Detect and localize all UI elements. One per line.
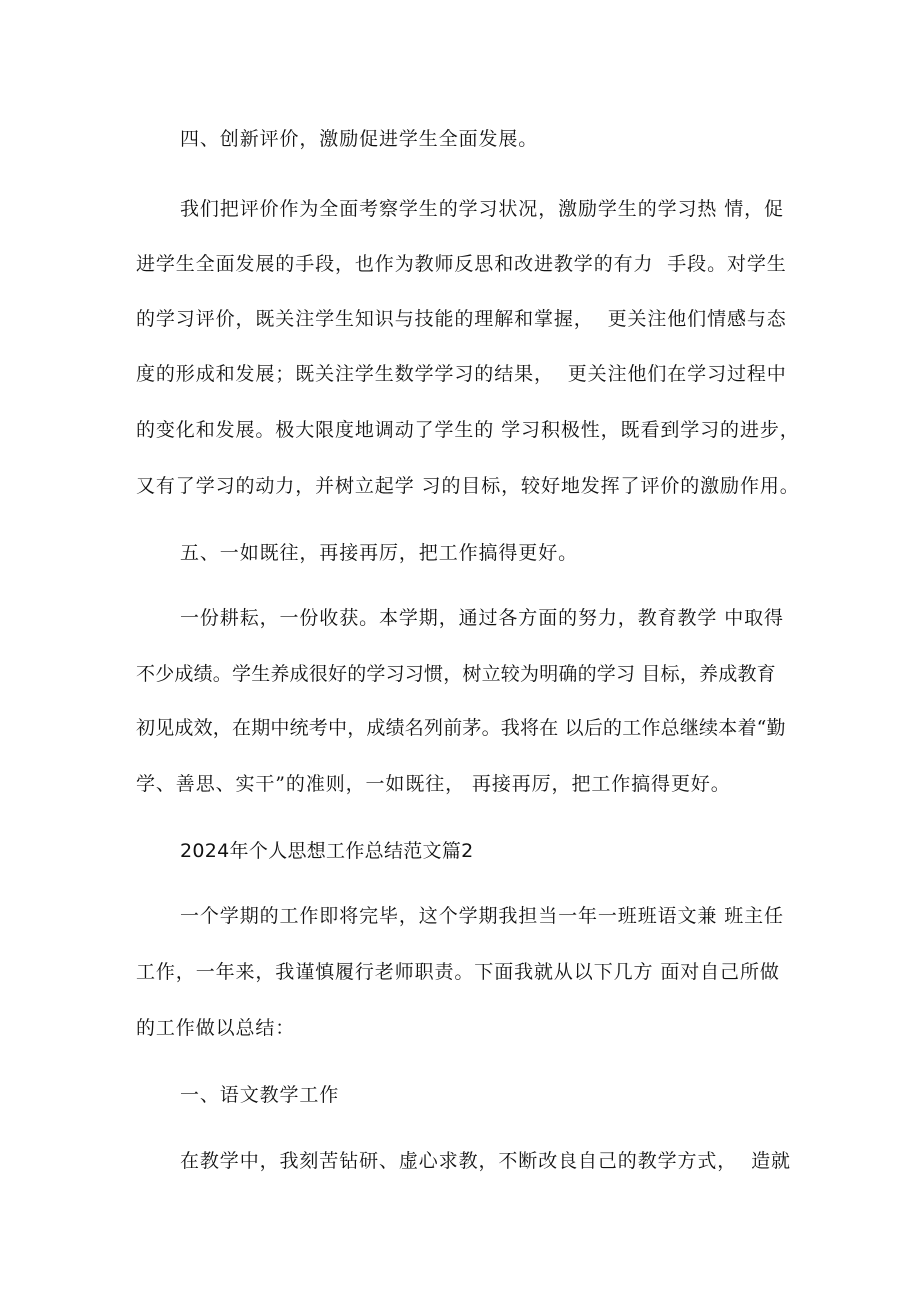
paragraph-line: 的工作做以总结： [136, 1017, 296, 1039]
paragraph-line: 初见成效，在期中统考中，成绩名列前茅。我将在 以后的工作总继续本着“勤 [136, 717, 786, 739]
paragraph-line: 一个学期的工作即将完毕，这个学期我担当一年一班班语文兼 班主任 [180, 905, 784, 927]
paragraph-line: 的学习评价，既关注学生知识与技能的理解和掌握， 更关注他们情感与态 [136, 308, 787, 330]
paragraph-line: 在教学中，我刻苦钻研、虚心求教，不断改良自己的教学方式， 造就 [180, 1150, 791, 1172]
paragraph-line: 学、善思、实干”的准则，一如既往， 再接再厉，把工作搞得更好。 [136, 773, 731, 795]
paragraph-line: 一份耕耘，一份收获。本学期，通过各方面的努力，教育教学 中取得 [180, 607, 784, 629]
section-heading-5: 五、一如既往，再接再厉，把工作搞得更好。 [180, 542, 579, 564]
section-heading-1: 一、语文教学工作 [180, 1084, 340, 1106]
paragraph-line: 的变化和发展。极大限度地调动了学生的 学习积极性，既看到学习的进步， [136, 419, 800, 441]
article-title: 2024年个人思想工作总结范文篇2 [180, 840, 474, 862]
paragraph-line: 我们把评价作为全面考察学生的学习状况，激励学生的学习热 情，促 [180, 198, 784, 220]
paragraph-line: 进学生全面发展的手段，也作为教师反思和改进教学的有力 手段。对学生 [136, 253, 787, 275]
paragraph-line: 工作，一年来，我谨慎履行老师职责。下面我就从以下几方 面对自己所做 [136, 961, 780, 983]
paragraph-line: 又有了学习的动力，并树立起学 习的目标，较好地发挥了评价的激励作用。 [136, 475, 800, 497]
section-heading-4: 四、创新评价，激励促进学生全面发展。 [180, 128, 539, 150]
paragraph-line: 度的形成和发展；既关注学生数学学习的结果， 更关注他们在学习过程中 [136, 363, 787, 385]
paragraph-line: 不少成绩。学生养成很好的学习习惯，树立较为明确的学习 目标，养成教育 [136, 663, 776, 685]
